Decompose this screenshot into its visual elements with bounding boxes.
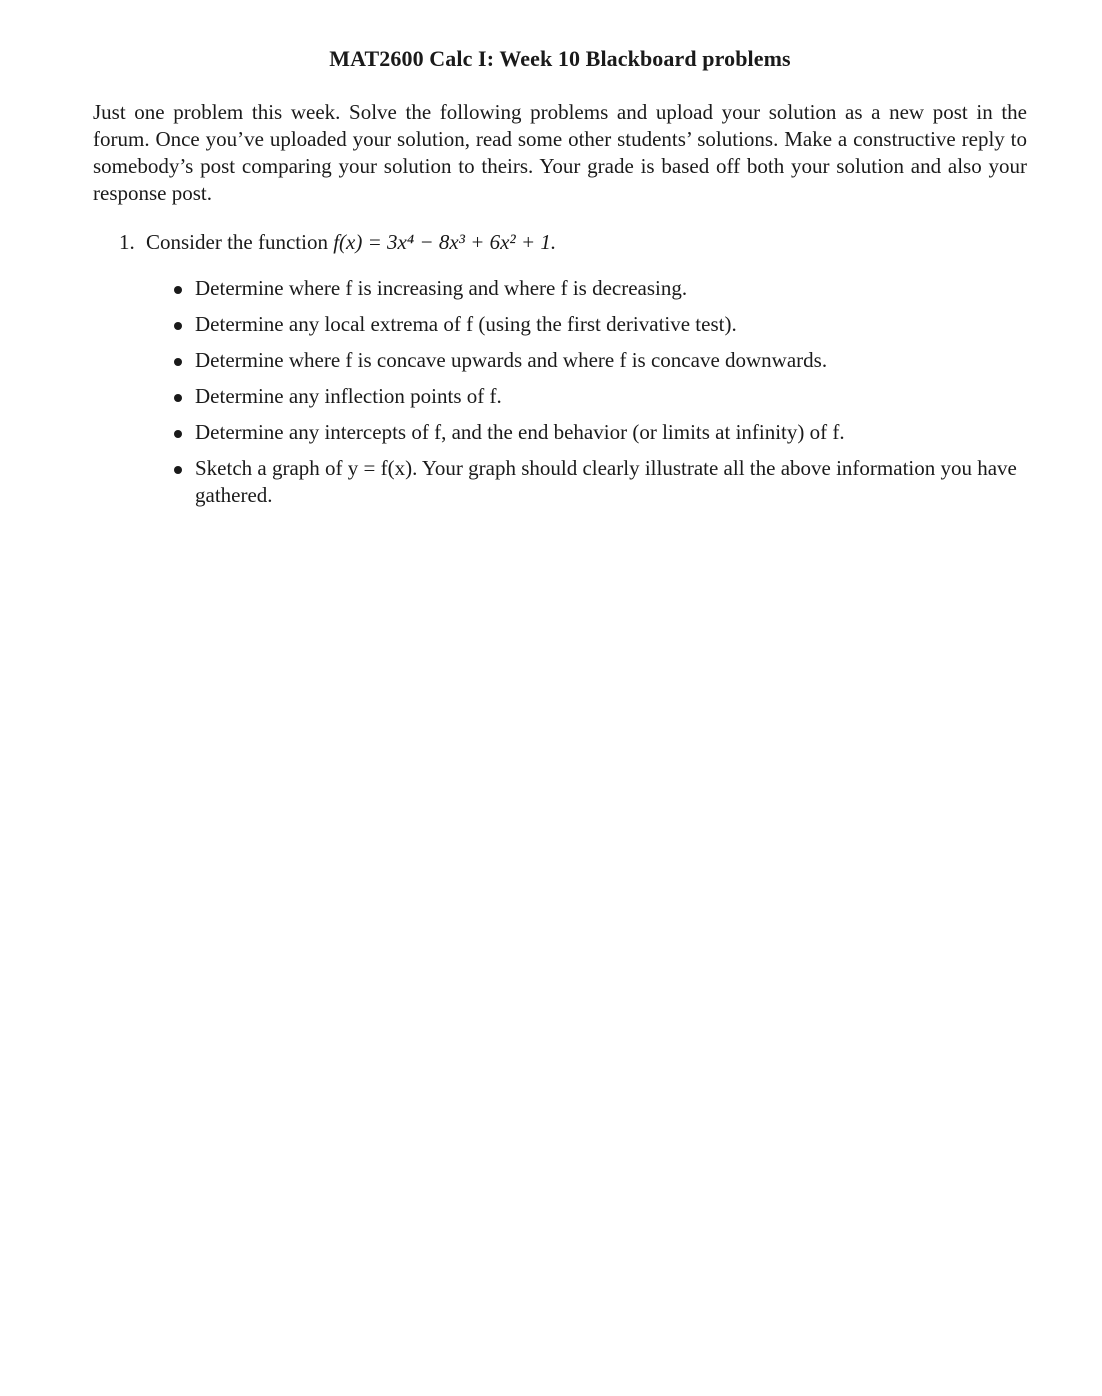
bullet-icon — [174, 430, 182, 438]
list-item — [170, 275, 1027, 302]
problem-function: f(x) = 3x⁴ − 8x³ + 6x² + 1. — [333, 230, 557, 254]
bullet-icon — [174, 466, 182, 474]
bullet-icon — [174, 286, 182, 294]
list-item — [170, 419, 1027, 446]
bullet-icon — [174, 322, 182, 330]
task-text: Determine any local extrema of f (using the first derivative test). — [195, 312, 737, 336]
list-item — [170, 383, 1027, 410]
task-text: Determine where f is concave upwards and where f is concave downwards. — [195, 348, 828, 372]
problem-number: 1. — [119, 230, 135, 254]
list-item — [170, 347, 1027, 374]
task-text: Determine any inflection points of f. — [195, 384, 502, 408]
list-item — [170, 455, 1027, 509]
problem-text: Consider the function — [146, 230, 328, 254]
bullet-icon — [174, 358, 182, 366]
bullet-icon — [174, 394, 182, 402]
task-list — [170, 275, 1027, 518]
problem-statement — [119, 229, 556, 256]
intro-paragraph: Just one problem this week. Solve the following problems and upload your solution as a new post in the forum. Once you’ve uploaded your solution, read some other students’ solutions. Make a constructive reply to somebody’s post comparing your solution to theirs. Your grade is based off both your solution and also your response post. — [93, 100, 1027, 205]
list-item — [170, 311, 1027, 338]
task-text: Determine any intercepts of f, and the end behavior (or limits at infinity) of f. — [195, 420, 845, 444]
task-text: Sketch a graph of y = f(x). Your graph should clearly illustrate all the above information you have gathered. — [195, 456, 1017, 507]
document-title: MAT2600 Calc I: Week 10 Blackboard problems — [329, 46, 791, 71]
task-text: Determine where f is increasing and where f is decreasing. — [195, 276, 688, 300]
